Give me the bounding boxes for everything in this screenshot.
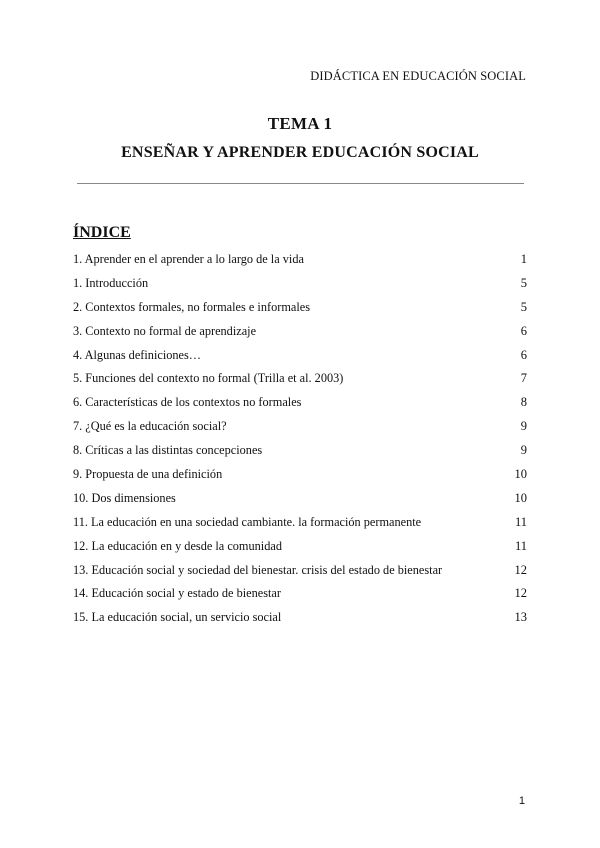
chapter-number: TEMA 1 xyxy=(267,114,333,133)
toc-entry-page: 8 xyxy=(520,395,527,410)
toc-entry-text: 14. Educación social y estado de bienestar xyxy=(73,586,281,601)
toc-entry-text: 7. ¿Qué es la educación social? xyxy=(73,419,227,434)
toc-entry-text: 6. Características de los contextos no formales xyxy=(73,395,302,410)
toc-entry-text: 8. Críticas a las distintas concepciones xyxy=(73,443,263,458)
toc-entry[interactable] xyxy=(73,559,527,583)
toc-entry-text: 2. Contextos formales, no formales e informales xyxy=(73,299,310,314)
table-of-contents xyxy=(73,248,527,630)
index-heading: ÍNDICE xyxy=(73,224,131,241)
toc-entry[interactable] xyxy=(73,344,527,368)
toc-entry[interactable] xyxy=(73,439,527,463)
toc-entry-page: 1 xyxy=(520,252,527,266)
toc-entry-page: 7 xyxy=(520,371,527,386)
toc-entry-text: 3. Contexto no formal de aprendizaje xyxy=(73,323,257,338)
toc-entry-page: 5 xyxy=(520,299,527,314)
toc-entry[interactable] xyxy=(73,535,527,559)
toc-entry-text: 15. La educación social, un servicio social xyxy=(73,610,282,625)
title-divider xyxy=(77,183,524,184)
chapter-title: ENSEÑAR Y APRENDER EDUCACIÓN SOCIAL xyxy=(121,144,479,161)
toc-entry-page: 10 xyxy=(514,467,527,482)
toc-entry-page: 11 xyxy=(514,514,527,529)
toc-entry[interactable] xyxy=(73,582,527,606)
toc-entry[interactable] xyxy=(73,415,527,439)
running-header: DIDÁCTICA EN EDUCACIÓN SOCIAL xyxy=(310,69,526,83)
toc-entry-text: 1. Aprender en el aprender a lo largo de la vida xyxy=(73,252,304,266)
toc-entry-text: 13. Educación social y sociedad del bienestar. crisis del estado de bienestar xyxy=(73,562,443,577)
toc-entry-text: 12. La educación en y desde la comunidad xyxy=(73,538,282,553)
toc-entry-page: 9 xyxy=(520,443,527,458)
toc-entry[interactable] xyxy=(73,248,527,272)
toc-entry[interactable] xyxy=(73,296,527,320)
toc-entry-page: 13 xyxy=(514,610,527,625)
toc-entry-text: 10. Dos dimensiones xyxy=(73,490,176,505)
toc-entry[interactable] xyxy=(73,320,527,344)
toc-entry-text: 4. Algunas definiciones… xyxy=(73,347,202,362)
toc-entry-text: 5. Funciones del contexto no formal (Trilla et al. 2003) xyxy=(73,371,344,386)
toc-entry-page: 5 xyxy=(520,275,527,290)
toc-entry-page: 12 xyxy=(514,586,527,601)
toc-entry[interactable] xyxy=(73,487,527,511)
toc-entry[interactable] xyxy=(73,272,527,296)
toc-entry-text: 11. La educación en una sociedad cambiante. la formación permanente xyxy=(73,514,422,529)
toc-entry-page: 12 xyxy=(514,562,527,577)
toc-entry[interactable] xyxy=(73,606,527,630)
toc-entry-page: 9 xyxy=(520,419,527,434)
toc-entry-text: 1. Introducción xyxy=(73,275,149,290)
toc-entry-page: 10 xyxy=(514,490,527,505)
toc-entry[interactable] xyxy=(73,511,527,535)
page-number: 1 xyxy=(518,795,525,807)
toc-entry-text: 9. Propuesta de una definición xyxy=(73,467,223,482)
toc-entry-page: 6 xyxy=(520,347,527,362)
toc-entry[interactable] xyxy=(73,463,527,487)
toc-entry-page: 6 xyxy=(520,323,527,338)
toc-entry[interactable] xyxy=(73,367,527,391)
toc-entry-page: 11 xyxy=(514,538,527,553)
toc-entry[interactable] xyxy=(73,391,527,415)
